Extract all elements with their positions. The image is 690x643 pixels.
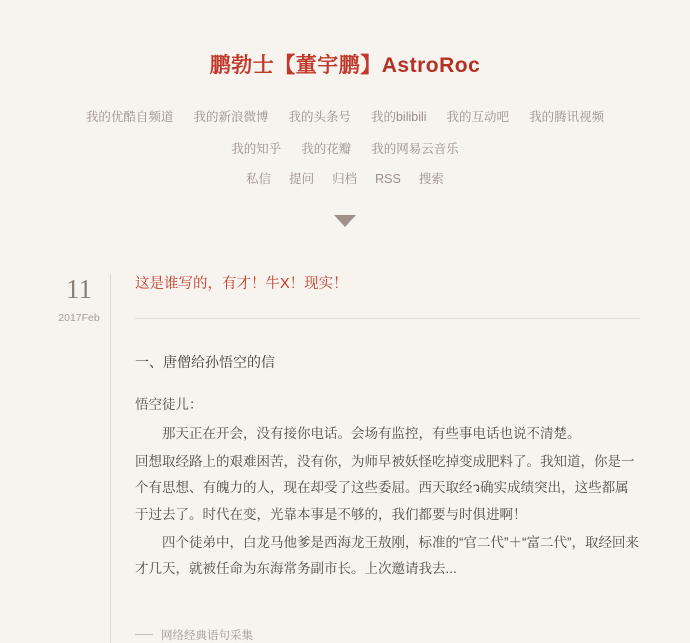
nav-item-tencent-video[interactable]: 我的腾讯视频 [529, 110, 605, 125]
post-body [135, 319, 642, 582]
post-date-yearmonth: 2017Feb [58, 312, 100, 325]
post-title[interactable]: 这是谁写的，有才！牛X！现实！ [135, 274, 640, 319]
scroll-down-area[interactable] [0, 214, 690, 238]
post-section-heading: 一、唐僧给孙悟空的信 [135, 354, 275, 371]
site-header [0, 0, 690, 79]
nav-item-zhihu[interactable]: 我的知乎 [231, 142, 282, 157]
post-layout [48, 274, 642, 642]
nav-item-huaban[interactable]: 我的花瓣 [301, 142, 352, 157]
primary-navigation [0, 101, 690, 165]
divider-line [135, 634, 153, 635]
post-date [48, 274, 110, 324]
post-content [110, 274, 642, 642]
site-title-latin: AstroRoc [381, 54, 481, 77]
post-article [0, 274, 690, 642]
nav-item-toutiao[interactable]: 我的头条号 [288, 110, 351, 125]
nav-item-hudongba[interactable]: 我的互动吧 [446, 110, 510, 125]
nav-item-youku[interactable]: 我的优酷自频道 [85, 110, 174, 125]
post-paragraph: 悟空徒儿： [135, 397, 203, 413]
nav-item-bilibili[interactable]: 我的bilibili [370, 110, 427, 125]
nav-item-netease-music[interactable]: 我的网易云音乐 [371, 142, 459, 157]
post-paragraph: 四个徒弟中，白龙马他爹是西海龙王敖刚，标准的“官二代”＋“富二代”，取经回来才几天，就被任命为东海常务副市长。上次邀请我去... [135, 534, 639, 577]
post-source [135, 627, 642, 643]
post-paragraph: 回想取经路上的艰难困苦，没有你，为师早被妖怪吃掉变成肥料了。我知道，你是一个有思想、有魄力的人，现在却受了这些委屈。西天取经ว确实成绩突出，这些都属于过去了。时代在变，光靠本事是不够的，我们都要与时俱进啊！ [135, 453, 635, 522]
secondary-navigation [0, 169, 690, 188]
site-title-cn: 鹏勃士【董宇鹏】 [209, 54, 382, 77]
nav-item-archive[interactable]: 归档 [332, 172, 358, 187]
post-paragraph: 那天正在开会，没有接你电话。会场有监控，有些事电话也说不清楚。 [162, 425, 581, 441]
chevron-down-icon[interactable] [334, 215, 356, 227]
nav-item-ask[interactable]: 提问 [289, 172, 315, 187]
nav-item-message[interactable]: 私信 [246, 172, 272, 187]
nav-item-rss[interactable]: RSS [375, 172, 401, 187]
nav-item-search[interactable]: 搜索 [418, 172, 444, 187]
post-source-label: 网络经典语句采集 [161, 629, 253, 642]
nav-item-weibo[interactable]: 我的新浪微博 [193, 110, 269, 125]
post-date-day: 11 [66, 274, 92, 305]
site-title [0, 52, 690, 79]
